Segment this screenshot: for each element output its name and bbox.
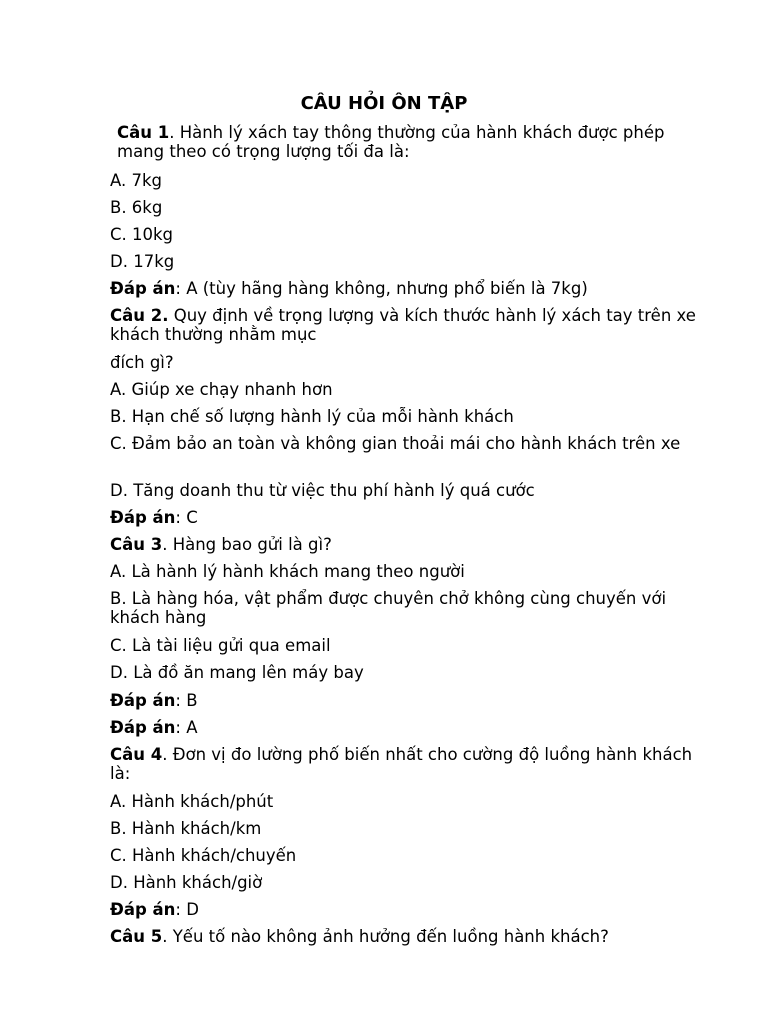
question-4-answer-text: : D <box>175 900 199 919</box>
question-4-answer <box>110 900 720 919</box>
question-3-answer-text: : B <box>175 691 198 710</box>
question-1-answer-text: : A (tùy hãng hàng không, nhưng phổ biến là 7kg) <box>175 279 588 298</box>
question-3-answer-2-text: : A <box>175 718 198 737</box>
question-2-option-a: A. Giúp xe chạy nhanh hơn <box>110 380 333 399</box>
question-1 <box>110 123 702 161</box>
question-1-option-b: B. 6kg <box>110 198 163 217</box>
question-2-option-c: C. Đảm bảo an toàn và không gian thoải mái cho hành khách trên xe <box>110 434 681 453</box>
question-1-answer <box>110 279 720 298</box>
question-4-text: . Đơn vị đo lường phố biến nhất cho cường độ luồng hành khách là: <box>110 745 693 783</box>
question-3-option-a: A. Là hành lý hành khách mang theo người <box>110 562 465 581</box>
question-3-option-c: C. Là tài liệu gửi qua email <box>110 636 331 655</box>
document-title: CÂU HỎI ÔN TẬP <box>300 93 468 114</box>
question-5-label: Câu 5 <box>110 927 163 946</box>
question-4-option-b: B. Hành khách/km <box>110 819 262 838</box>
question-2-text: Quy định về trọng lượng và kích thước hành lý xách tay trên xe khách thường nhằm mục <box>110 306 696 344</box>
question-5-text: . Yếu tố nào không ảnh hưởng đến luồng hành khách? <box>162 927 609 946</box>
question-4-label: Câu 4 <box>110 745 163 764</box>
question-1-answer-label: Đáp án <box>110 279 176 298</box>
question-4-answer-label: Đáp án <box>110 900 176 919</box>
question-2-text-continued: đích gì? <box>110 353 174 372</box>
question-3-answer <box>110 691 720 710</box>
question-2-answer-text: : C <box>175 508 198 527</box>
question-4 <box>110 745 700 783</box>
question-2-answer <box>110 508 720 527</box>
question-4-option-d: D. Hành khách/giờ <box>110 873 263 892</box>
question-4-option-c: C. Hành khách/chuyến <box>110 846 297 865</box>
question-3-option-d: D. Là đồ ăn mang lên máy bay <box>110 663 364 682</box>
question-1-option-d: D. 17kg <box>110 252 175 271</box>
question-3-answer-2 <box>110 718 720 737</box>
question-2-option-b: B. Hạn chế số lượng hành lý của mỗi hành khách <box>110 407 514 426</box>
question-2-answer-label: Đáp án <box>110 508 176 527</box>
question-1-text: . Hành lý xách tay thông thường của hành khách được phép mang theo có trọng lượng tối đa là: <box>117 123 665 161</box>
question-3-answer-2-label: Đáp án <box>110 718 176 737</box>
question-3 <box>110 535 720 554</box>
question-2 <box>110 306 700 344</box>
question-2-label: Câu 2. <box>110 306 169 325</box>
question-3-answer-label: Đáp án <box>110 691 176 710</box>
question-3-text: . Hàng bao gửi là gì? <box>162 535 332 554</box>
question-1-option-c: C. 10kg <box>110 225 174 244</box>
question-1-option-a: A. 7kg <box>110 171 163 190</box>
question-3-label: Câu 3 <box>110 535 163 554</box>
question-4-option-a: A. Hành khách/phút <box>110 792 274 811</box>
question-1-label: Câu 1 <box>117 123 170 142</box>
question-3-option-b: B. Là hàng hóa, vật phẩm được chuyên chở không cùng chuyến với khách hàng <box>110 589 667 627</box>
question-2-option-d: D. Tăng doanh thu từ việc thu phí hành lý quá cước <box>110 481 535 500</box>
question-5 <box>110 927 720 946</box>
